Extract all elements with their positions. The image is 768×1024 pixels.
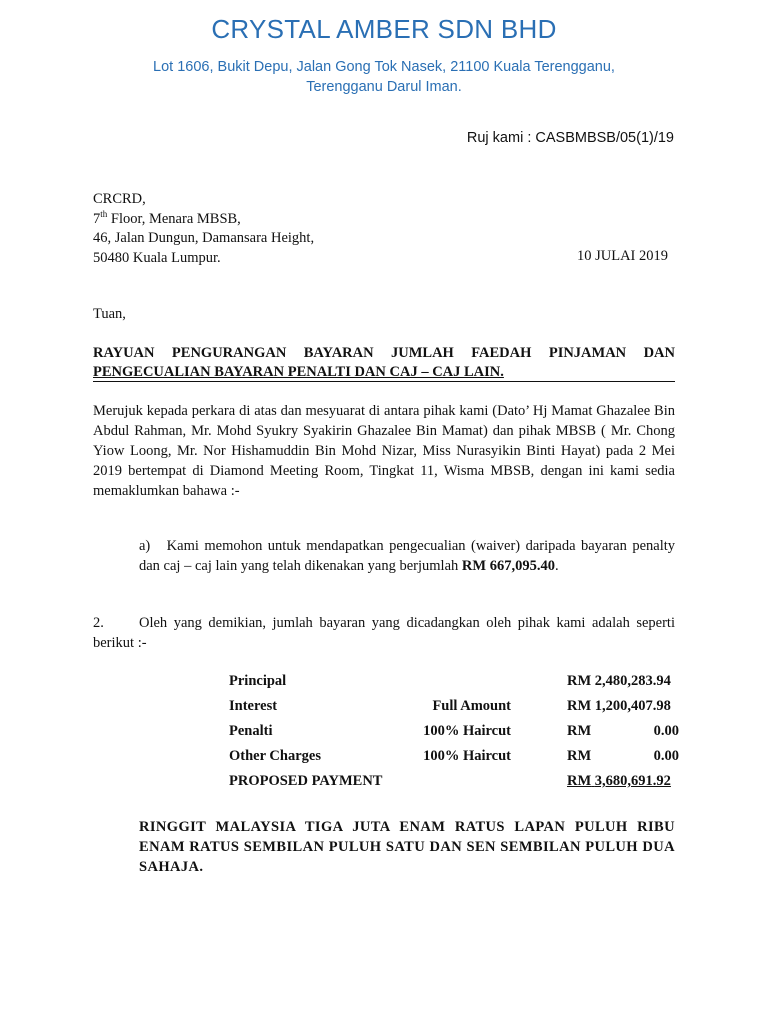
paragraph-2: [93, 613, 675, 653]
item-a-label: a): [139, 538, 151, 554]
item-a: [139, 536, 675, 576]
table-row: [229, 719, 679, 744]
item-a-end: .: [554, 558, 559, 574]
table-row: [229, 669, 679, 694]
row-currency: RM: [567, 773, 592, 789]
row-amount: [511, 719, 679, 744]
row-currency: RM: [567, 673, 592, 689]
row-item: PROPOSED PAYMENT: [229, 773, 383, 789]
payment-table: [229, 669, 679, 794]
address-line-2: Terengganu Darul Iman.: [306, 79, 462, 95]
row-currency: RM: [567, 723, 592, 739]
row-value: 2,480,283.94: [594, 673, 671, 689]
row-amount: [511, 769, 679, 794]
subject-line-2-rule: [93, 363, 675, 382]
company-name: CRYSTAL AMBER SDN BHD: [211, 14, 557, 44]
row-value: 1,200,407.98: [594, 698, 671, 714]
recipient-address: [93, 190, 314, 268]
row-amount: [511, 744, 679, 769]
salutation: Tuan,: [93, 306, 126, 322]
paragraph-1: Merujuk kepada perkara di atas dan mesyuarat di antara pihak kami (Dato’ Hj Mamat Ghazalee Bin Abdul Rahman, Mr. Mohd Syukry Syakirin Ghazalee Bin Mamat) dan pihak MBSB ( Mr. Chong Yiow Loong, Mr. Nor Hishamuddin Bin Mohd Nizar, Miss Nurasyikin Binti Hayat) pada 2 Mei 2019 bertempat di Diamond Meeting Room, Tingkat 11, Wisma MBSB, dengan ini kami sedia memaklumkan bahawa :-: [93, 403, 675, 499]
row-item: Interest: [229, 698, 278, 714]
table-row: [229, 744, 679, 769]
subject-line-2: PENGECUALIAN BAYARAN PENALTI DAN CAJ – CAJ LAIN.: [93, 364, 504, 380]
letter-date: 10 JULAI 2019: [576, 248, 668, 264]
recipient-line-3: 46, Jalan Dungun, Damansara Height,: [93, 230, 315, 246]
row-note: Full Amount: [432, 698, 511, 714]
subject-heading: [93, 344, 675, 382]
table-row: [229, 694, 679, 719]
subject-line-1: RAYUAN PENGURANGAN BAYARAN JUMLAH FAEDAH PINJAMAN DAN: [93, 345, 675, 361]
recipient-line-2: [93, 210, 314, 230]
row-currency: RM: [567, 698, 592, 714]
row-item: Principal: [229, 673, 287, 689]
row-value: 0.00: [653, 748, 679, 764]
row-note: 100% Haircut: [423, 748, 511, 764]
floor-number: 7: [93, 210, 101, 227]
total-amount: [567, 773, 671, 789]
company-address: [0, 57, 768, 97]
paragraph-2-text: Oleh yang demikian, jumlah bayaran yang dicadangkan oleh pihak kami adalah seperti berikut :-: [93, 615, 675, 651]
recipient-line-4: 50480 Kuala Lumpur.: [93, 249, 221, 266]
address-line-1: Lot 1606, Bukit Depu, Jalan Gong Tok Nasek, 21100 Kuala Terengganu,: [153, 59, 615, 75]
item-a-text: Kami memohon untuk mendapatkan pengecualian (waiver) daripada bayaran penalty dan caj – caj lain yang telah dikenakan yang berjumlah: [139, 538, 676, 574]
row-value: 3,680,691.92: [594, 773, 671, 789]
amount-in-words: RINGGIT MALAYSIA TIGA JUTA ENAM RATUS LAPAN PULUH RIBU ENAM RATUS SEMBILAN PULUH SATU DAN SEN SEMBILAN PULUH DUA SAHAJA.: [139, 819, 675, 875]
row-note: 100% Haircut: [423, 723, 511, 739]
recipient-line-1: CRCRD,: [93, 191, 146, 207]
row-note: [356, 669, 511, 694]
paragraph-2-number: 2.: [93, 615, 104, 631]
floor-building: Floor, Menara MBSB,: [107, 210, 241, 227]
reference-number: Ruj kami : CASBMBSB/05(1)/19: [466, 130, 674, 146]
item-a-amount: RM 667,095.40: [461, 558, 555, 574]
row-item: Penalti: [229, 723, 273, 739]
row-item: Other Charges: [229, 748, 321, 764]
floor-suffix: th: [100, 208, 108, 219]
row-amount: [511, 669, 679, 694]
table-row-total: [229, 769, 679, 794]
row-value: 0.00: [653, 723, 679, 739]
row-amount: [511, 694, 679, 719]
row-currency: RM: [567, 748, 592, 764]
